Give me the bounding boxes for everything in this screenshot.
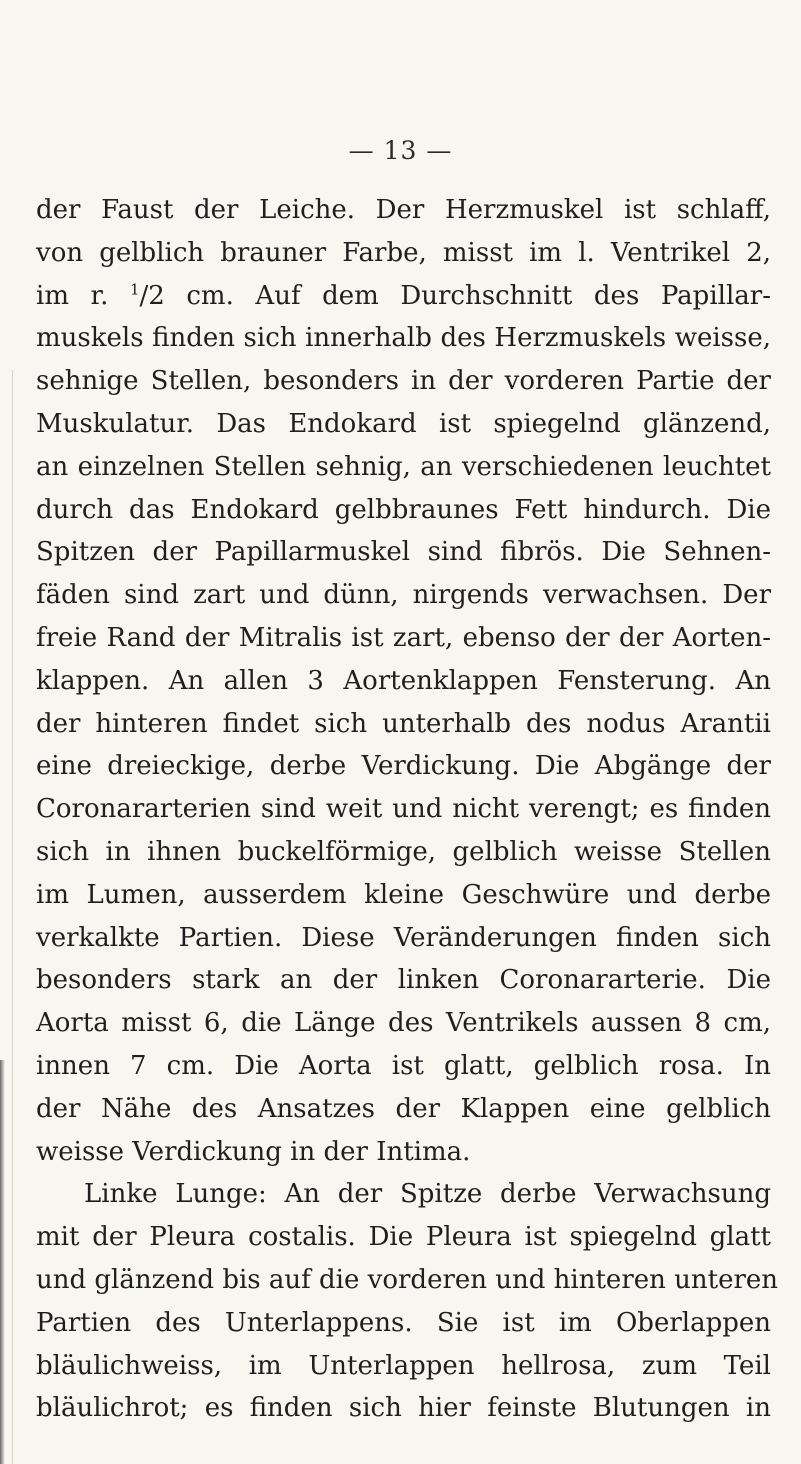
text-line: sich in ihnen buckelförmige, gelblich weisse Stellen xyxy=(36,836,771,867)
text-line: von gelblich brauner Farbe, misst im l. Ventrikel 2, xyxy=(36,237,771,268)
text-line-paragraph-start: Linke Lunge: An der Spitze derbe Verwachsung xyxy=(84,1179,771,1210)
text-line: Coronararterien sind weit und nicht verengt; es finden xyxy=(36,794,771,825)
text-line: besonders stark an der linken Coronararterie. Die xyxy=(36,965,771,996)
text-line-fraction xyxy=(36,275,771,318)
line-start: im r. xyxy=(36,280,130,311)
page-edge-shadow xyxy=(0,1060,5,1464)
text-line: und glänzend bis auf die vorderen und hinteren unteren xyxy=(36,1264,779,1295)
text-line: im Lumen, ausserdem kleine Geschwüre und derbe xyxy=(36,879,771,910)
text-line: der Nähe des Ansatzes der Klappen eine gelblich xyxy=(36,1093,771,1124)
text-line: mit der Pleura costalis. Die Pleura ist spiegelnd glatt xyxy=(36,1222,771,1253)
text-line: Muskulatur. Das Endokard ist spiegelnd glänzend, xyxy=(36,408,771,439)
text-line: fäden sind zart und dünn, nirgends verwachsen. Der xyxy=(36,580,771,611)
text-line: freie Rand der Mitralis ist zart, ebenso der der Aorten- xyxy=(36,622,771,653)
text-line: der hinteren findet sich unterhalb des nodus Arantii xyxy=(36,708,771,739)
text-line: der Faust der Leiche. Der Herzmuskel ist schlaff, xyxy=(36,195,771,225)
page-number: — 13 — xyxy=(348,136,453,165)
text-line: eine dreieckige, derbe Verdickung. Die Abgänge der xyxy=(36,751,771,782)
text-line: bläulichrot; es finden sich hier feinste Blutungen in xyxy=(36,1393,771,1424)
page-gutter-rule xyxy=(12,370,13,1464)
text-line: innen 7 cm. Die Aorta ist glatt, gelblich rosa. In xyxy=(36,1050,771,1081)
line-rest: /2 cm. Auf dem Durchschnitt des Papillar- xyxy=(139,280,771,311)
text-line: klappen. An allen 3 Aortenklappen Fensterung. An xyxy=(36,665,771,696)
text-line: durch das Endokard gelbbraunes Fett hindurch. Die xyxy=(36,494,771,525)
fraction-numerator: 1 xyxy=(129,279,140,298)
body-text xyxy=(36,189,779,1430)
text-line: Aorta misst 6, die Länge des Ventrikels aussen 8 cm, xyxy=(36,1008,771,1039)
text-line: an einzelnen Stellen sehnig, an verschiedenen leuchtet xyxy=(36,451,771,482)
text-line: verkalkte Partien. Diese Veränderungen finden sich xyxy=(36,922,771,953)
text-line: Partien des Unterlappens. Sie ist im Oberlappen xyxy=(36,1307,771,1338)
text-line: Spitzen der Papillarmuskel sind fibrös. Die Sehnen- xyxy=(36,537,771,568)
text-line: muskels finden sich innerhalb des Herzmuskels weisse, xyxy=(36,323,771,354)
text-line-paragraph-end: weisse Verdickung in der Intima. xyxy=(36,1136,471,1167)
text-line: sehnige Stellen, besonders in der vorderen Partie der xyxy=(36,366,771,397)
text-line: bläulichweiss, im Unterlappen hellrosa, zum Teil xyxy=(36,1350,771,1381)
